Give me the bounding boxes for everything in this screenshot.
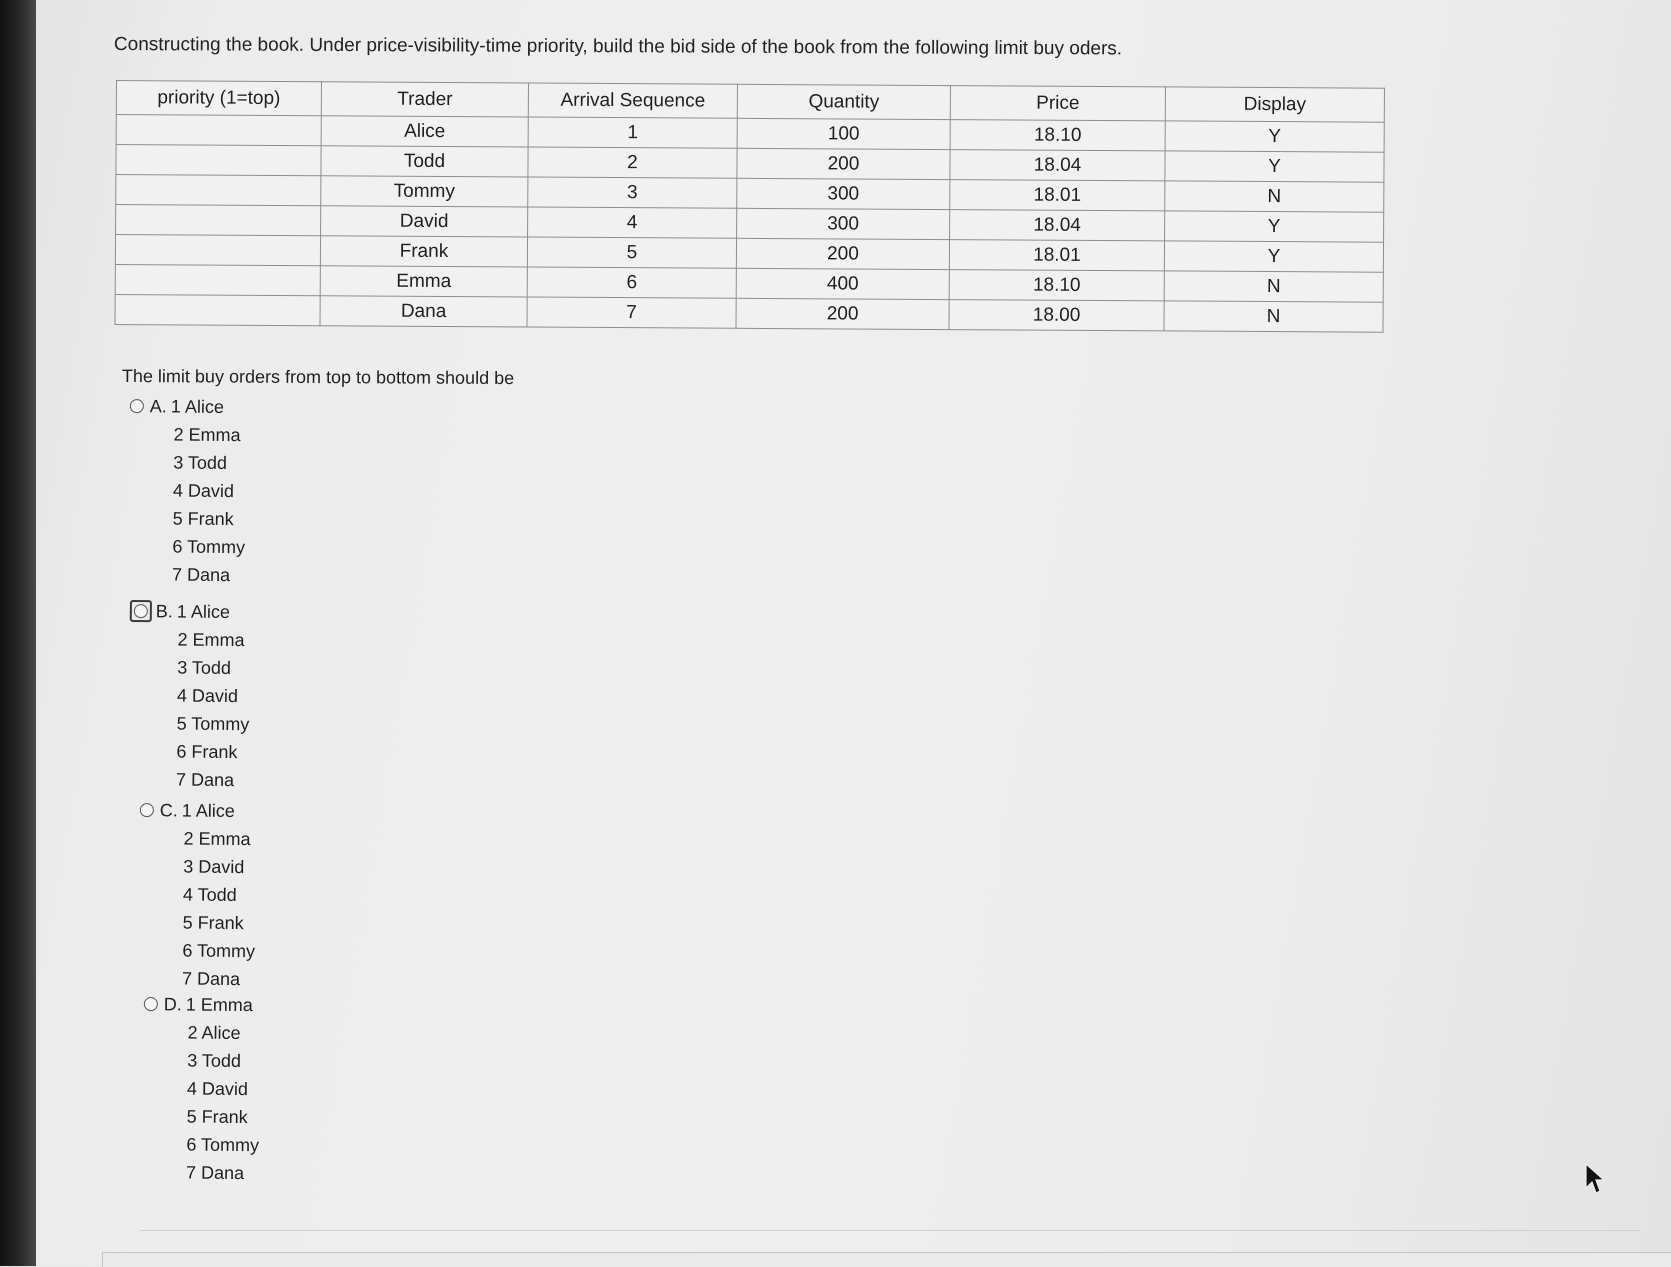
cell-arrival: 6 xyxy=(527,267,736,298)
list-item: 6 Frank xyxy=(176,741,238,763)
header-priority: priority (1=top) xyxy=(116,81,321,116)
cell-arrival: 2 xyxy=(528,147,737,178)
orders-table xyxy=(115,80,1385,333)
choice-c[interactable] xyxy=(138,796,257,993)
cell-trader: David xyxy=(321,206,528,237)
list-item: 6 Tommy xyxy=(172,536,246,558)
choice-c-header[interactable] xyxy=(140,796,257,825)
cell-priority xyxy=(115,264,320,295)
list-item: 6 Tommy xyxy=(182,940,256,962)
cell-arrival: 1 xyxy=(528,117,737,148)
choice-a[interactable] xyxy=(128,392,247,589)
choice-b[interactable] xyxy=(132,597,251,794)
list-item: 5 Frank xyxy=(172,508,234,530)
cell-quantity: 400 xyxy=(736,268,949,299)
list-item: 7 Dana xyxy=(175,769,235,791)
list-item: 4 Todd xyxy=(182,884,237,906)
cell-priority xyxy=(116,145,321,176)
cell-trader: Dana xyxy=(320,296,527,327)
cell-priority xyxy=(116,205,321,236)
choice-letter: B. xyxy=(155,600,173,621)
list-item: 4 David xyxy=(176,685,239,707)
radio-icon[interactable] xyxy=(134,604,148,618)
cell-price: 18.04 xyxy=(950,210,1165,241)
cell-quantity: 200 xyxy=(737,148,950,179)
cell-quantity: 100 xyxy=(737,118,950,149)
cell-display: N xyxy=(1164,271,1383,302)
question-text: Constructing the book. Under price-visibility-time priority, build the bid side of the book from the following limit buy oders. xyxy=(113,34,1123,60)
cell-quantity: 300 xyxy=(737,208,950,239)
answer-area-edge xyxy=(102,1252,1671,1267)
list-item: 5 Tommy xyxy=(176,713,250,735)
list-item: 5 Frank xyxy=(186,1106,248,1128)
cell-price: 18.00 xyxy=(949,300,1164,331)
cell-display: Y xyxy=(1165,211,1384,242)
cell-quantity: 300 xyxy=(737,178,950,209)
cell-price: 18.01 xyxy=(950,180,1165,211)
list-item: 7 Dana xyxy=(185,1162,245,1184)
cell-arrival: 4 xyxy=(528,207,737,238)
cell-display: Y xyxy=(1164,241,1383,272)
cell-price: 18.04 xyxy=(950,150,1165,181)
list-item: 3 Todd xyxy=(173,452,228,474)
list-item: 2 Emma xyxy=(177,629,245,651)
monitor-bezel xyxy=(0,0,36,1266)
cell-trader: Alice xyxy=(321,116,528,147)
cell-price: 18.01 xyxy=(949,240,1164,271)
table-row xyxy=(115,294,1383,332)
cell-priority xyxy=(115,294,320,325)
list-item: 2 Alice xyxy=(187,1022,241,1044)
list-item: 7 Dana xyxy=(171,564,231,586)
mouse-pointer-icon xyxy=(1584,1162,1608,1196)
choice-letter: A. xyxy=(149,395,167,416)
radio-icon[interactable] xyxy=(130,399,144,413)
list-item: 3 Todd xyxy=(187,1050,242,1072)
choice-letter: D. xyxy=(163,993,182,1014)
list-item: 3 David xyxy=(183,856,245,878)
choice-first-item: 1 Alice xyxy=(176,600,231,622)
list-item: 2 Emma xyxy=(173,424,241,446)
header-display: Display xyxy=(1165,87,1384,122)
cell-price: 18.10 xyxy=(949,270,1164,301)
list-item: 7 Dana xyxy=(181,968,241,990)
cell-quantity: 200 xyxy=(736,298,949,329)
cell-priority xyxy=(116,115,321,146)
radio-focus-ring-icon[interactable] xyxy=(130,600,152,622)
header-price: Price xyxy=(950,86,1165,121)
header-arrival-sequence: Arrival Sequence xyxy=(528,83,737,118)
cell-trader: Emma xyxy=(320,266,527,297)
list-item: 6 Tommy xyxy=(186,1134,260,1156)
radio-icon[interactable] xyxy=(144,997,158,1011)
choice-b-header[interactable] xyxy=(134,597,251,626)
cell-priority xyxy=(116,175,321,206)
cell-trader: Todd xyxy=(321,146,528,177)
header-quantity: Quantity xyxy=(737,84,950,119)
choice-first-item: 1 Alice xyxy=(170,395,225,417)
cell-display: Y xyxy=(1165,121,1384,152)
choice-first-item: 1 Emma xyxy=(185,993,253,1015)
cell-arrival: 3 xyxy=(528,177,737,208)
header-trader: Trader xyxy=(321,82,528,117)
cell-arrival: 5 xyxy=(527,237,736,268)
cell-arrival: 7 xyxy=(527,297,736,328)
orders-table-container xyxy=(115,80,1385,333)
radio-icon[interactable] xyxy=(140,803,154,817)
cell-display: Y xyxy=(1165,151,1384,182)
list-item: 2 Emma xyxy=(183,828,251,850)
choice-a-header[interactable] xyxy=(130,392,247,421)
list-item: 4 David xyxy=(172,480,235,502)
choice-first-item: 1 Alice xyxy=(181,799,236,821)
list-item: 4 David xyxy=(186,1078,249,1100)
choice-d-header[interactable] xyxy=(144,990,261,1019)
cell-quantity: 200 xyxy=(736,238,949,269)
cell-trader: Frank xyxy=(320,236,527,267)
cell-priority xyxy=(115,235,320,266)
cell-trader: Tommy xyxy=(321,176,528,207)
list-item: 5 Frank xyxy=(182,912,244,934)
cell-display: N xyxy=(1165,181,1384,212)
cell-price: 18.10 xyxy=(950,120,1165,151)
divider xyxy=(140,1230,1640,1231)
choice-letter: C. xyxy=(159,799,178,820)
list-item: 3 Todd xyxy=(177,657,232,679)
answer-prompt: The limit buy orders from top to bottom should be xyxy=(121,366,515,389)
choice-d[interactable] xyxy=(142,990,261,1187)
cell-display: N xyxy=(1164,301,1383,332)
